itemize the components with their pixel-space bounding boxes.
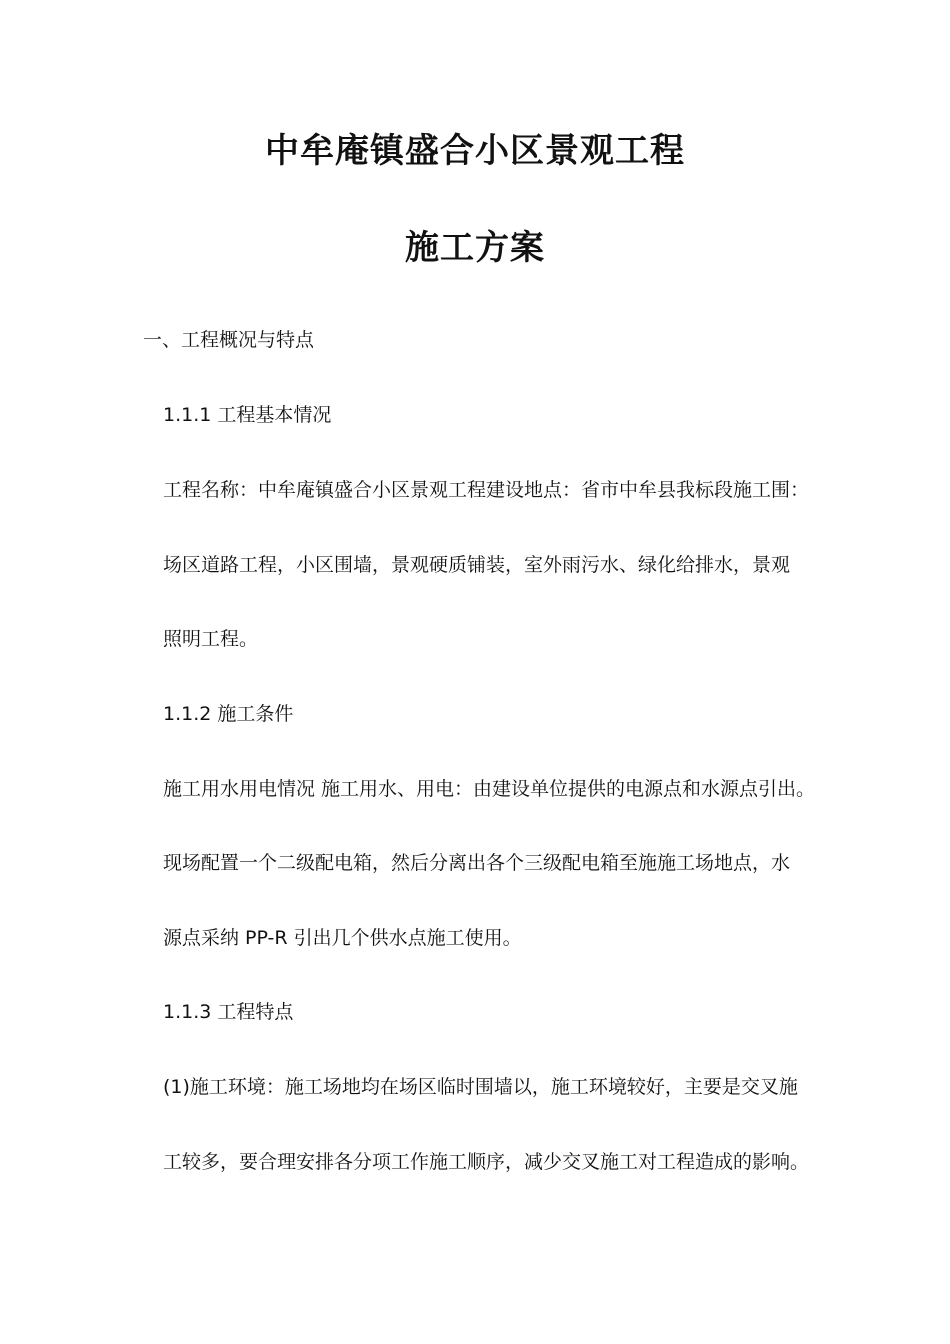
paragraph-line: 场区道路工程，小区围墙，景观硬质铺装，室外雨污水、绿化给排水，景观	[163, 554, 791, 576]
subsection-heading-1-1-3: 1.1.3 工程特点	[163, 1001, 294, 1023]
subsection-heading-1-1-2: 1.1.2 施工条件	[163, 703, 294, 725]
document-subtitle: 施工方案	[405, 228, 545, 268]
paragraph-line: (1)施工环境：施工场地均在场区临时围墙以，施工环境较好，主要是交叉施	[163, 1076, 798, 1098]
paragraph-line: 源点采纳 PP-R 引出几个供水点施工使用。	[163, 927, 522, 949]
paragraph-line: 现场配置一个二级配电箱，然后分离出各个三级配电箱至施施工场地点，水	[163, 852, 791, 874]
paragraph-line: 施工用水用电情况 施工用水、用电：由建设单位提供的电源点和水源点引出。	[163, 778, 816, 800]
paragraph-line: 工较多，要合理安排各分项工作施工顺序，减少交叉施工对工程造成的影响。	[163, 1151, 810, 1173]
paragraph-line: 照明工程。	[163, 628, 259, 650]
section-heading: 一、工程概况与特点	[143, 329, 315, 351]
subsection-heading-1-1-1: 1.1.1 工程基本情况	[163, 404, 332, 426]
paragraph-line: 工程名称：中牟庵镇盛合小区景观工程建设地点：省市中牟县我标段施工围：	[163, 479, 810, 501]
document-title: 中牟庵镇盛合小区景观工程	[265, 131, 685, 171]
